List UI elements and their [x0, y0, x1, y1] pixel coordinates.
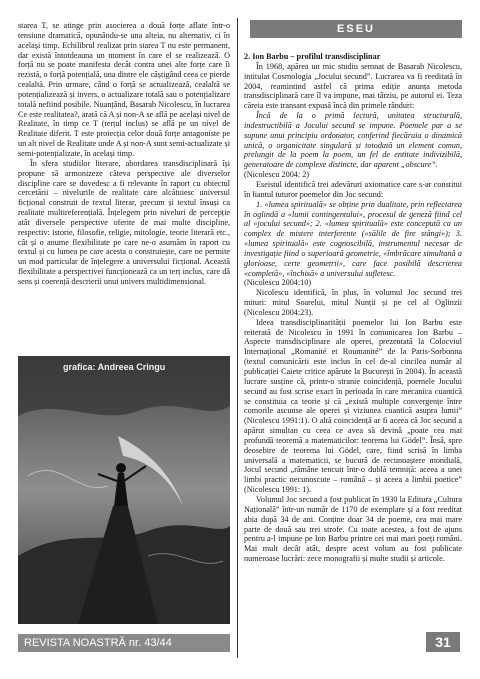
right-text-column — [244, 52, 462, 564]
illustration — [18, 356, 230, 624]
quote-1: Încă de la o primă lectură, unitatea structurală, indestructibilă a Jocului secund se impune. Poemele par a se supune unui principiu ordonator, conferind fiecăruia o dinamică unică, o organicitate singulară și totodată un element comun, prelungit de la poem la poem, un fel de entitate indivizibilă, generatoare de complexe distincte, dar aparent „obscure”. — [244, 111, 462, 170]
left-paragraph-2: În sfera studiilor literare, abordarea transdisciplinară își propune să armonizeze câteva perspective ale diverselor discipline care se dovedesc a fi relevante în raport cu obiectul cercetării – nivelurile de realitate care alcătuiesc universul ficțional construit de textul literar, precum și textul însuși ca realitate multireferențială. Înțelegem prin niveluri de percepție atât diversele perspective oferite de mai multe discipline, respectiv: istorie, filosofie, religie, mitologie, teorie literară etc., cât și o anume flexibilitate pe care ne-o asumăm în raport cu textul și cu lumea pe care acesta o construiește, care ne permite un mod particular de înțelegere a universului ficțional. Această flexibilitate a perspectivei funcționează ca un terț inclus, care dă sens și coerență descrierii unui univers multidimensional. — [18, 158, 230, 286]
right-paragraph-1: În 1968, apărea un mic studiu semnat de Basarab Nicolescu, intitulat Cosmologia „Jocului secund”. Lucrarea va fi reeditată în 2004, reamintind astfel că prima ediție anunța metoda transdisciplinară care îl va impune, mai târziu, pe autorul ei. Teza căreia este transant expusă încă din primele rânduri: — [244, 61, 462, 111]
section-banner: ESEU — [250, 20, 462, 38]
illustration-caption: grafica: Andreea Cringu — [63, 362, 166, 372]
illustration-artwork — [18, 356, 230, 624]
page-number: 31 — [426, 632, 460, 652]
citation-2: (Nicolescu 2004:10) — [244, 278, 312, 288]
magazine-footer: REVISTA NOASTRĂ nr. 43/44 — [18, 634, 230, 652]
right-paragraph-4: Ideea transdisciplinarității poemelor lui Ion Barbu este reiterată de Nicolescu în 1991 în comunicarea Ion Barbu – Aspecte transdisciplinare ale operei, prezentată la Colocviul Internațional „Romanité et Roumanité” de la Paris-Sorbonna (textul comunicării este inclus în cel de-al cincilea număr al publicației Caiete critice apărute la București în 2004). În această lucrare susține că, printr-o stranie coincidență, poemele Jocului secund au fost scrise exact în perioada în care mecanica cuantică se constituia ca teorie și că „există multiple convergențe între comorile ascunse ale operei și viziunea cuantică asupra lumii” (Nicolescu 1991:1). O altă coincidență ar fi aceea că Joc secund a apărut simultan cu ceea ce avea să devină „poate cea mai profundă teoremă a matematicilor: teorema lui Gödel”. Însă, spre deosebire de teorema lui Gödel, care, fiind scrisă în limba universală a matematicii, se bucură de recunoaștere mondială, Jocul secund „rămâne tencuit într-o dublă temniță: aceea a unei limbi practic necunoscute – română – și aceea a limbii poetice” (Nicolescu 1991: 1). — [244, 317, 462, 495]
article-heading: 2. Ion Barbu – profilul transdisciplinar — [244, 52, 381, 61]
left-paragraph-1: starea T, se atinge prin asocierea a două forțe aflate într-o tensiune dramatică, opunându-se una alteia, nu alternativ, ci în același timp. Echilibrul realizat prin starea T nu este permanent, dar există întotdeauna un moment în care el se realizează. O forță nu se poate manifesta decât contra unei alte forțe care îi rezistă, o forță potențială, una dintre ele câștigând ceea ce pierde cealaltă. Prin urmare, când o forță se actualizează, cealaltă se potențializează și invers, o actualizare totală sau o potențializare totală nefiind posibile. Nuanțând, Basarab Nicolescu, în lucrarea Ce este realitatea?, arată că A și non-A se află pe același nivel de Realitate, în timp ce T (terțul inclus) se află pe un nivel de Realitate diferit. T este proiecția celor două forțe antagoniste pe un alt nivel de Realitate unde A și non-A sunt semi-actualizate și semi-potențializate, în același timp. — [18, 21, 230, 158]
quote-2: 1. «lumea spirituală» se obține prin dualitate, prin reflectarea în oglindă a «lumii contingentului», procesul de geneză fiind cel al «jocului secund»; 2. «lumea spirituală» este concepută ca un complex de mistere interferente («sălile de fire stângi»); 3. «lumea spirituală» este cognoscibilă, instrumentul necesar de investigație fiind o superioară geometrie, «îmbrăcare simultană a glorioase, certe geometrii», care face posibilă descrierea «completă», «închisă» a universului sufletesc. — [244, 199, 462, 278]
citation-1: (Nicolescu 2004: 2) — [244, 170, 310, 180]
right-paragraph-5: Volumul Joc secund a fost publicat în 1930 la Editura „Cultura Națională” într-un număr de 1170 de exemplare și a fost reeditat abia după 34 de ani. Conține doar 34 de poeme, cea mai mare parte de două sau trei strofe. Cu toate acestea, a fost de ajuns pentru a-l impune pe Ion Barbu printre cei mai mari poeți români. Mai mult decât atât, despre acest volum au fost publicate numeroase lucrări: zece monografii și multe studii și articole. — [244, 494, 462, 564]
column-divider — [237, 18, 238, 658]
right-paragraph-2: Eseistul identifică trei adevăruri axiomatice care s-ar constitui în liantul tuturor poemelor din Joc secund: — [244, 179, 462, 199]
left-text-column — [18, 21, 230, 287]
right-paragraph-3: Nicolescu identifică, în plus, în volumul Joc secund trei mituri: mitul Soarelui, mitul Nunții și pe cel al Oglinzii (Nicolescu 2004:23). — [244, 288, 462, 317]
